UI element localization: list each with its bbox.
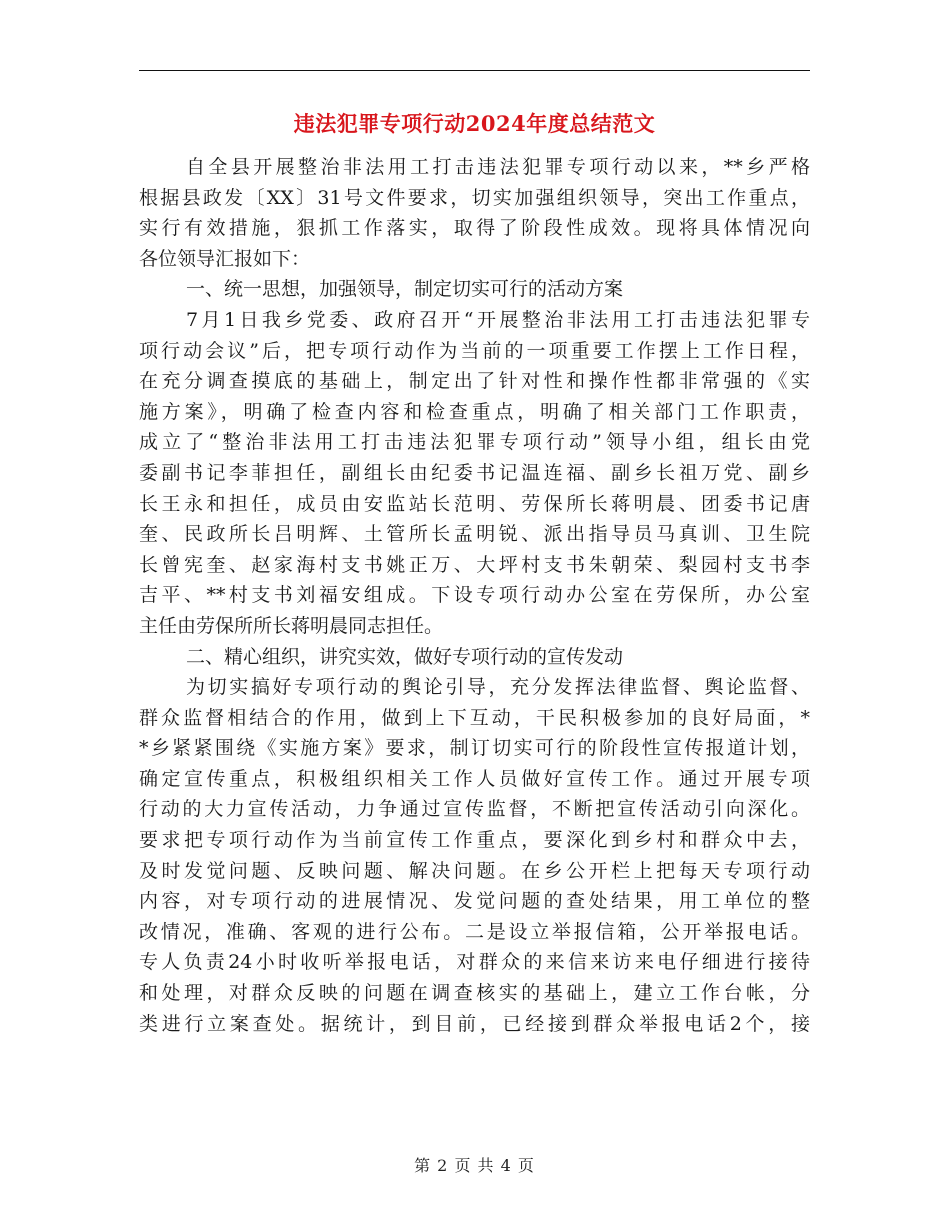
text-line: 7月1日我乡党委、政府召开“开展整治非法用工打击违法犯罪专 bbox=[186, 308, 810, 331]
text-line: 自全县开展整治非法用工打击违法犯罪专项行动以来，**乡严格 bbox=[186, 156, 810, 178]
text-line: 二、精心组织，讲究实效，做好专项行动的宣传发动 bbox=[186, 645, 624, 668]
text-line: 在充分调查摸底的基础上，制定出了针对性和操作性都非常强的《实 bbox=[139, 370, 810, 393]
text-line: 实行有效措施，狠抓工作落实，取得了阶段性成效。现将具体情况向 bbox=[139, 217, 810, 240]
page-number-footer: 第 2 页 共 4 页 bbox=[414, 1156, 535, 1175]
text-line: 改情况，准确、客观的进行公布。二是设立举报信箱，公开举报电话。 bbox=[139, 920, 810, 943]
text-line: 主任由劳保所所长蒋明晨同志担任。 bbox=[139, 614, 444, 637]
text-line: 类进行立案查处。据统计，到目前，已经接到群众举报电话2个，接 bbox=[139, 1012, 810, 1035]
document-title: 违法犯罪专项行动2024年度总结范文 bbox=[293, 111, 656, 136]
text-line: 专人负责24小时收听举报电话，对群众的来信来访来电仔细进行接待 bbox=[139, 951, 810, 974]
text-line: 根据县政发〔XX〕31号文件要求，切实加强组织领导，突出工作重点， bbox=[139, 186, 810, 209]
text-line: 施方案》，明确了检查内容和检查重点，明确了相关部门工作职责， bbox=[139, 400, 810, 423]
header-rule bbox=[139, 70, 810, 71]
text-line: 项行动会议”后，把专项行动作为当前的一项重要工作摆上工作日程， bbox=[139, 339, 810, 362]
text-line: 奎、民政所长吕明辉、土管所长孟明锐、派出指导员马真训、卫生院 bbox=[139, 523, 810, 546]
text-line: 吉平、**村支书刘福安组成。下设专项行动办公室在劳保所，办公室 bbox=[139, 584, 810, 607]
text-line: *乡紧紧围绕《实施方案》要求，制订切实可行的阶段性宣传报道计划， bbox=[139, 737, 810, 760]
text-line: 各位领导汇报如下： bbox=[139, 247, 311, 270]
document-body bbox=[139, 152, 810, 1039]
text-line: 为切实搞好专项行动的舆论引导，充分发挥法律监督、舆论监督、 bbox=[186, 676, 810, 699]
text-line: 和处理，对群众反映的问题在调查核实的基础上，建立工作台帐，分 bbox=[139, 982, 810, 1005]
text-line: 成立了“整治非法用工打击违法犯罪专项行动”领导小组，组长由党 bbox=[139, 431, 810, 454]
text-line: 委副书记李菲担任，副组长由纪委书记温连福、副乡长祖万党、副乡 bbox=[139, 461, 810, 484]
text-line: 群众监督相结合的作用，做到上下互动，干民积极参加的良好局面，* bbox=[139, 706, 810, 729]
text-line: 行动的大力宣传活动，力争通过宣传监督，不断把宣传活动引向深化。 bbox=[139, 798, 810, 821]
text-line: 一、统一思想，加强领导，制定切实可行的活动方案 bbox=[186, 278, 624, 301]
text-line: 及时发觉问题、反映问题、解决问题。在乡公开栏上把每天专项行动 bbox=[139, 859, 810, 882]
text-line: 长王永和担任，成员由安监站长范明、劳保所长蒋明晨、团委书记唐 bbox=[139, 492, 810, 515]
text-line: 长曾宪奎、赵家海村支书姚正万、大坪村支书朱朝荣、梨园村支书李 bbox=[139, 553, 810, 576]
text-line: 要求把专项行动作为当前宣传工作重点，要深化到乡村和群众中去， bbox=[139, 829, 810, 852]
text-line: 确定宣传重点，积极组织相关工作人员做好宣传工作。通过开展专项 bbox=[139, 767, 810, 790]
text-line: 内容，对专项行动的进展情况、发觉问题的查处结果，用工单位的整 bbox=[139, 890, 810, 913]
